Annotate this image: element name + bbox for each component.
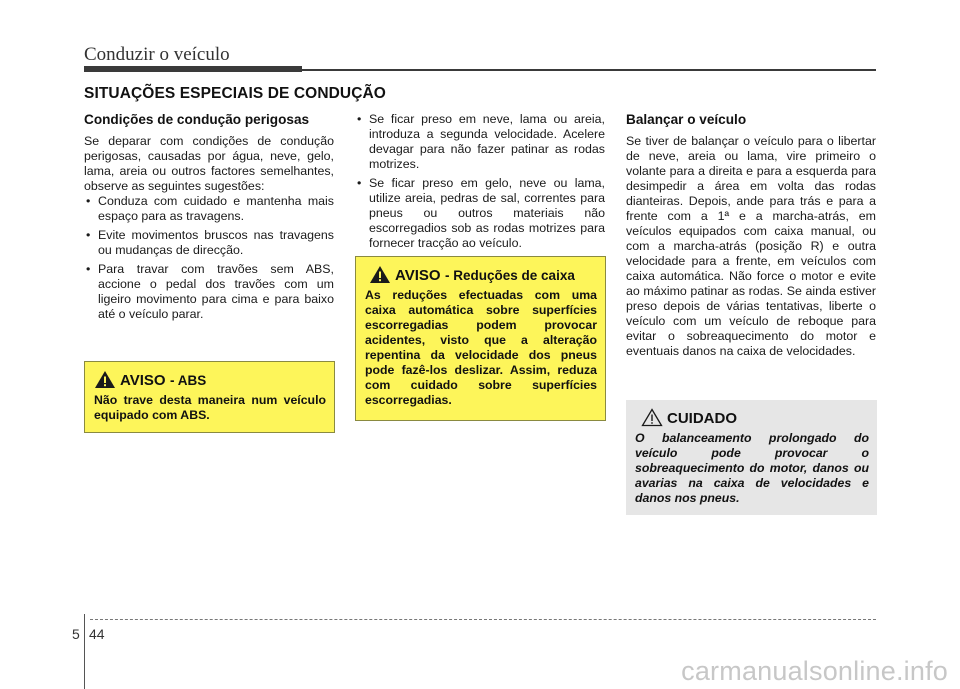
warning-triangle-icon — [94, 370, 116, 389]
warning-subtitle: - Reduções de caixa — [445, 268, 575, 283]
rocking-paragraph: Se tiver de balançar o veículo para o libertar de neve, areia ou lama, vire primeiro o volante para a direita e para a esquerda para desimpedir a área em volta das rodas dianteiras. Depois, ande para trás e para a frente com a 1ª e a marcha-atrás, em veículos equipados com caixa manual, ou com a marcha-atrás (posição R) e outra velocidade para a frente, em veículos com caixa automática. Não force o motor e evite ao máximo patinar as rodas. Se ainda estiver preso depois de várias tentativas, liberte o veículo com um veículo de reboque para evitar o sobreaquecimento do motor e eventuais danos na caixa de velocidades. — [626, 134, 876, 358]
list-item: • Para travar com travões sem ABS, accione o pedal dos travões com um ligeiro movimento para cima e para baixo até o veículo parar. — [84, 262, 334, 322]
caution-title: CUIDADO — [667, 410, 737, 427]
warning-subtitle: - ABS — [170, 373, 207, 388]
tips-list — [84, 194, 334, 322]
header-rule — [302, 69, 876, 71]
intro-paragraph: Se deparar com condições de condução perigosas, causadas por água, neve, gelo, lama, areia ou outros factores semelhantes, observe as seguintes sugestões: — [84, 134, 334, 193]
heading-rocking-vehicle: Balançar o veículo — [626, 112, 747, 127]
footer-rule — [90, 619, 876, 620]
section-title: SITUAÇÕES ESPECIAIS DE CONDUÇÃO — [84, 85, 386, 102]
list-item: • Se ficar preso em neve, lama ou areia, introduza a segunda velocidade. Acelere devagar para não fazer patinar as rodas motrizes. — [355, 112, 605, 172]
list-item: • Evite movimentos bruscos nas travagens ou mudanças de direcção. — [84, 228, 334, 258]
chapter-number: 5 — [72, 626, 80, 642]
column-1 — [84, 112, 334, 326]
watermark: carmanualsonline.info — [681, 656, 948, 686]
caution-text: O balanceamento prolongado do veículo pode provocar o sobreaquecimento do motor, danos ou avarias na caixa de velocidades e danos nos pneus. — [635, 431, 869, 505]
page-number-divider — [84, 614, 85, 689]
warning-text: Não trave desta maneira num veículo equipado com ABS. — [94, 393, 326, 422]
heading-dangerous-conditions: Condições de condução perigosas — [84, 112, 310, 127]
warning-box-abs — [84, 361, 335, 433]
chapter-title: Conduzir o veículo — [84, 44, 230, 65]
header-bar-dark — [84, 66, 302, 72]
warning-title: AVISO — [395, 267, 441, 284]
warning-box-downshift — [355, 256, 606, 421]
list-item: • Se ficar preso em gelo, neve ou lama, utilize areia, pedras de sal, correntes para pneus ou outros materiais não escorregadios sob as rodas motrizes para fornecer tracção ao veículo. — [355, 176, 605, 251]
column-2 — [355, 112, 605, 255]
stuck-tips-list — [355, 112, 605, 251]
warning-title: AVISO — [120, 372, 166, 389]
column-3 — [626, 112, 876, 359]
caution-triangle-icon — [641, 408, 663, 427]
warning-triangle-icon — [369, 265, 391, 284]
caution-box — [626, 400, 877, 515]
list-item: • Conduza com cuidado e mantenha mais espaço para as travagens. — [84, 194, 334, 224]
page-number: 44 — [89, 626, 105, 642]
warning-text: As reduções efectuadas com uma caixa automática sobre superfícies escorregadias podem provocar acidentes, visto que a alteração repentina da velocidade dos pneus pode fazê-los deslizar. Assim, reduza com cuidado sobre superfícies escorregadias. — [365, 288, 597, 407]
